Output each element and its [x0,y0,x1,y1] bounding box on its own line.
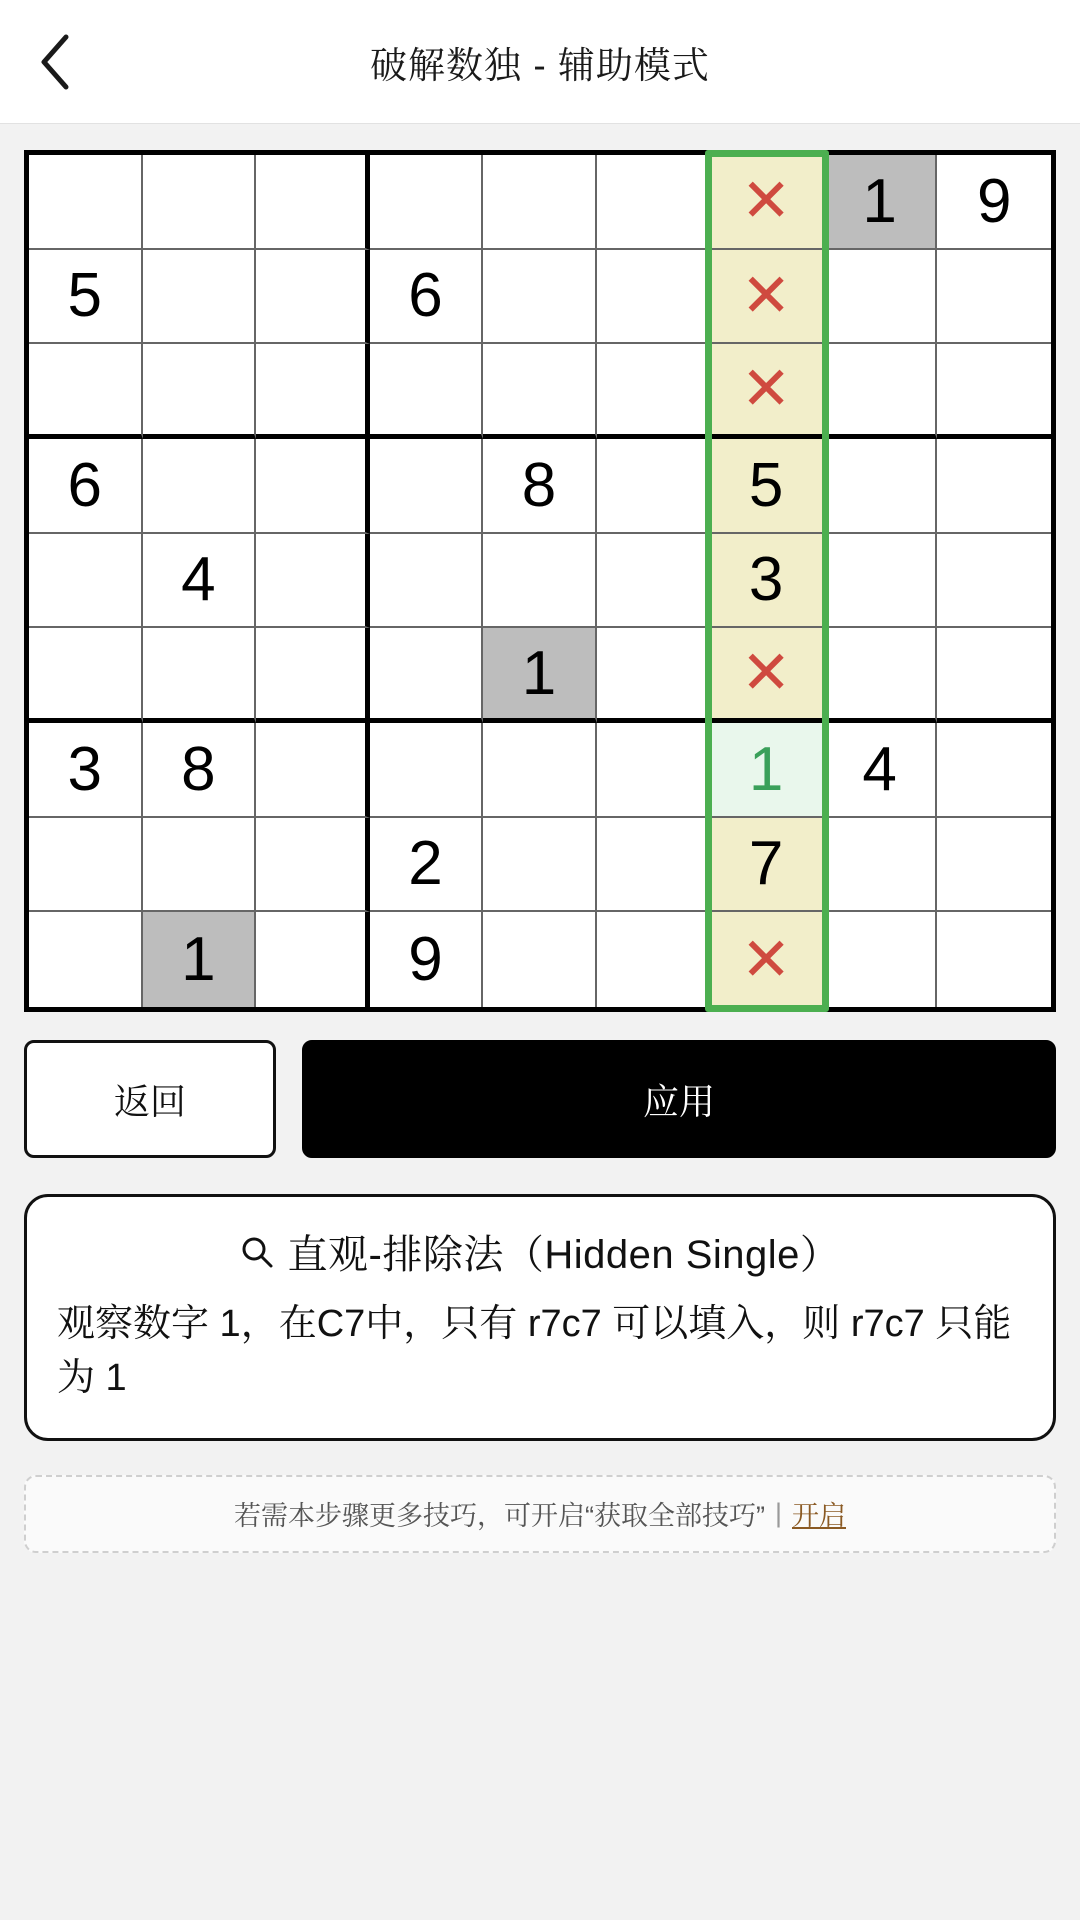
sudoku-cell-r7c4[interactable] [370,723,484,818]
sudoku-cell-r5c1[interactable] [29,534,143,629]
sudoku-cell-r4c7[interactable] [710,439,824,534]
back-button[interactable] [18,26,90,98]
sudoku-cell-r7c6[interactable] [597,723,711,818]
sudoku-cell-r5c6[interactable] [597,534,711,629]
cell-value: 2 [408,829,443,899]
sudoku-cell-r8c1[interactable] [29,818,143,913]
sudoku-cell-r1c9[interactable] [937,155,1051,250]
sudoku-cell-r1c3[interactable] [256,155,370,250]
hint-text: 若需本步骤更多技巧，可开启“获取全部技巧” [234,1501,765,1532]
chevron-left-icon [36,32,72,92]
sudoku-cell-r3c4[interactable] [370,344,484,439]
sudoku-cell-r8c3[interactable] [256,818,370,913]
sudoku-cell-r3c3[interactable] [256,344,370,439]
sudoku-cell-r7c1[interactable] [29,723,143,818]
sudoku-cell-r5c3[interactable] [256,534,370,629]
sudoku-cell-r8c8[interactable] [824,818,938,913]
sudoku-cell-r4c2[interactable] [143,439,257,534]
sudoku-cell-r1c8[interactable] [824,155,938,250]
cell-value: 4 [181,545,216,615]
sudoku-cell-r1c6[interactable] [597,155,711,250]
enable-link[interactable]: 开启 [792,1501,846,1532]
sudoku-cell-r2c2[interactable] [143,250,257,345]
cross-icon: ✕ [740,167,792,235]
sudoku-cell-r5c9[interactable] [937,534,1051,629]
sudoku-board[interactable] [24,150,1056,1012]
sudoku-cell-r3c8[interactable] [824,344,938,439]
cell-value: 3 [748,545,784,615]
cell-value: 9 [976,166,1012,236]
cross-icon: ✕ [740,261,792,329]
sudoku-cell-r4c6[interactable] [597,439,711,534]
cell-value: 7 [748,829,784,899]
sudoku-cell-r6c1[interactable] [29,628,143,723]
sudoku-cell-r5c4[interactable] [370,534,484,629]
sudoku-cell-r8c6[interactable] [597,818,711,913]
sudoku-cell-r7c2[interactable] [143,723,257,818]
sudoku-cell-r6c9[interactable] [937,628,1051,723]
sudoku-grid[interactable] [29,155,1051,1007]
sudoku-cell-r2c9[interactable] [937,250,1051,345]
cell-value: 5 [748,450,784,520]
cell-value: 6 [67,450,103,520]
sudoku-cell-r5c2[interactable] [143,534,257,629]
sudoku-cell-r2c8[interactable] [824,250,938,345]
sudoku-cell-r9c7[interactable] [710,912,824,1007]
sudoku-cell-r2c1[interactable] [29,250,143,345]
cell-value: 1 [748,734,784,804]
sudoku-cell-r9c3[interactable] [256,912,370,1007]
sudoku-cell-r9c5[interactable] [483,912,597,1007]
sudoku-cell-r1c1[interactable] [29,155,143,250]
cell-value: 9 [408,925,443,995]
sudoku-cell-r7c8[interactable] [824,723,938,818]
cell-value: 8 [181,734,216,804]
cell-value: 8 [521,450,557,520]
sudoku-cell-r6c4[interactable] [370,628,484,723]
sudoku-cell-r9c2[interactable] [143,912,257,1007]
sudoku-cell-r8c2[interactable] [143,818,257,913]
cell-value: 1 [181,925,216,995]
back-step-button[interactable]: 返回 [24,1040,276,1158]
sudoku-cell-r2c6[interactable] [597,250,711,345]
technique-title-row [57,1223,1023,1280]
sudoku-cell-r1c4[interactable] [370,155,484,250]
sudoku-cell-r6c8[interactable] [824,628,938,723]
page-title: 破解数独 - 辅助模式 [370,44,710,86]
sudoku-cell-r2c7[interactable] [710,250,824,345]
sudoku-cell-r8c4[interactable] [370,818,484,913]
page-body [0,124,1080,1920]
sudoku-cell-r4c5[interactable] [483,439,597,534]
sudoku-cell-r2c5[interactable] [483,250,597,345]
sudoku-cell-r6c6[interactable] [597,628,711,723]
sudoku-cell-r5c5[interactable] [483,534,597,629]
sudoku-cell-r3c5[interactable] [483,344,597,439]
cross-icon: ✕ [740,925,792,993]
action-bar [24,1040,1056,1158]
sudoku-cell-r3c6[interactable] [597,344,711,439]
more-techniques-hint[interactable] [24,1475,1056,1553]
app-header [0,0,1080,124]
sudoku-cell-r5c8[interactable] [824,534,938,629]
cell-value: 5 [67,261,103,331]
cell-value: 4 [862,734,897,804]
sudoku-cell-r5c7[interactable] [710,534,824,629]
apply-button[interactable]: 应用 [302,1040,1056,1158]
sudoku-cell-r3c7[interactable] [710,344,824,439]
sudoku-cell-r4c4[interactable] [370,439,484,534]
sudoku-cell-r2c4[interactable] [370,250,484,345]
sudoku-cell-r1c5[interactable] [483,155,597,250]
sudoku-cell-r6c7[interactable] [710,628,824,723]
cell-value: 1 [862,166,897,236]
sudoku-cell-r7c3[interactable] [256,723,370,818]
sudoku-cell-r8c7[interactable] [710,818,824,913]
sudoku-cell-r6c3[interactable] [256,628,370,723]
sudoku-cell-r4c9[interactable] [937,439,1051,534]
technique-card [24,1194,1056,1441]
sudoku-cell-r8c5[interactable] [483,818,597,913]
sudoku-cell-r7c9[interactable] [937,723,1051,818]
sudoku-cell-r2c3[interactable] [256,250,370,345]
sudoku-cell-r9c4[interactable] [370,912,484,1007]
sudoku-cell-r9c1[interactable] [29,912,143,1007]
cell-value: 3 [67,734,103,804]
cross-icon: ✕ [740,639,792,707]
sudoku-cell-r9c6[interactable] [597,912,711,1007]
sudoku-cell-r9c8[interactable] [824,912,938,1007]
sudoku-cell-r1c2[interactable] [143,155,257,250]
technique-description: 观察数字 1，在C7中，只有 r7c7 可以填入，则 r7c7 只能为 1 [57,1303,1012,1399]
cell-value: 6 [408,261,443,331]
sudoku-cell-r6c2[interactable] [143,628,257,723]
sudoku-cell-r8c9[interactable] [937,818,1051,913]
cross-icon: ✕ [740,355,792,423]
sudoku-cell-r6c5[interactable] [483,628,597,723]
sudoku-cell-r3c9[interactable] [937,344,1051,439]
sudoku-cell-r7c7[interactable] [710,723,824,818]
cell-value: 1 [521,638,557,708]
sudoku-cell-r7c5[interactable] [483,723,597,818]
sudoku-cell-r1c7[interactable] [710,155,824,250]
sudoku-cell-r3c1[interactable] [29,344,143,439]
technique-title: 直观-排除法（Hidden Single） [287,1233,841,1277]
hint-separator: | [774,1498,782,1529]
magnifier-icon [240,1235,274,1269]
sudoku-cell-r9c9[interactable] [937,912,1051,1007]
sudoku-cell-r3c2[interactable] [143,344,257,439]
sudoku-cell-r4c8[interactable] [824,439,938,534]
sudoku-cell-r4c3[interactable] [256,439,370,534]
sudoku-cell-r4c1[interactable] [29,439,143,534]
